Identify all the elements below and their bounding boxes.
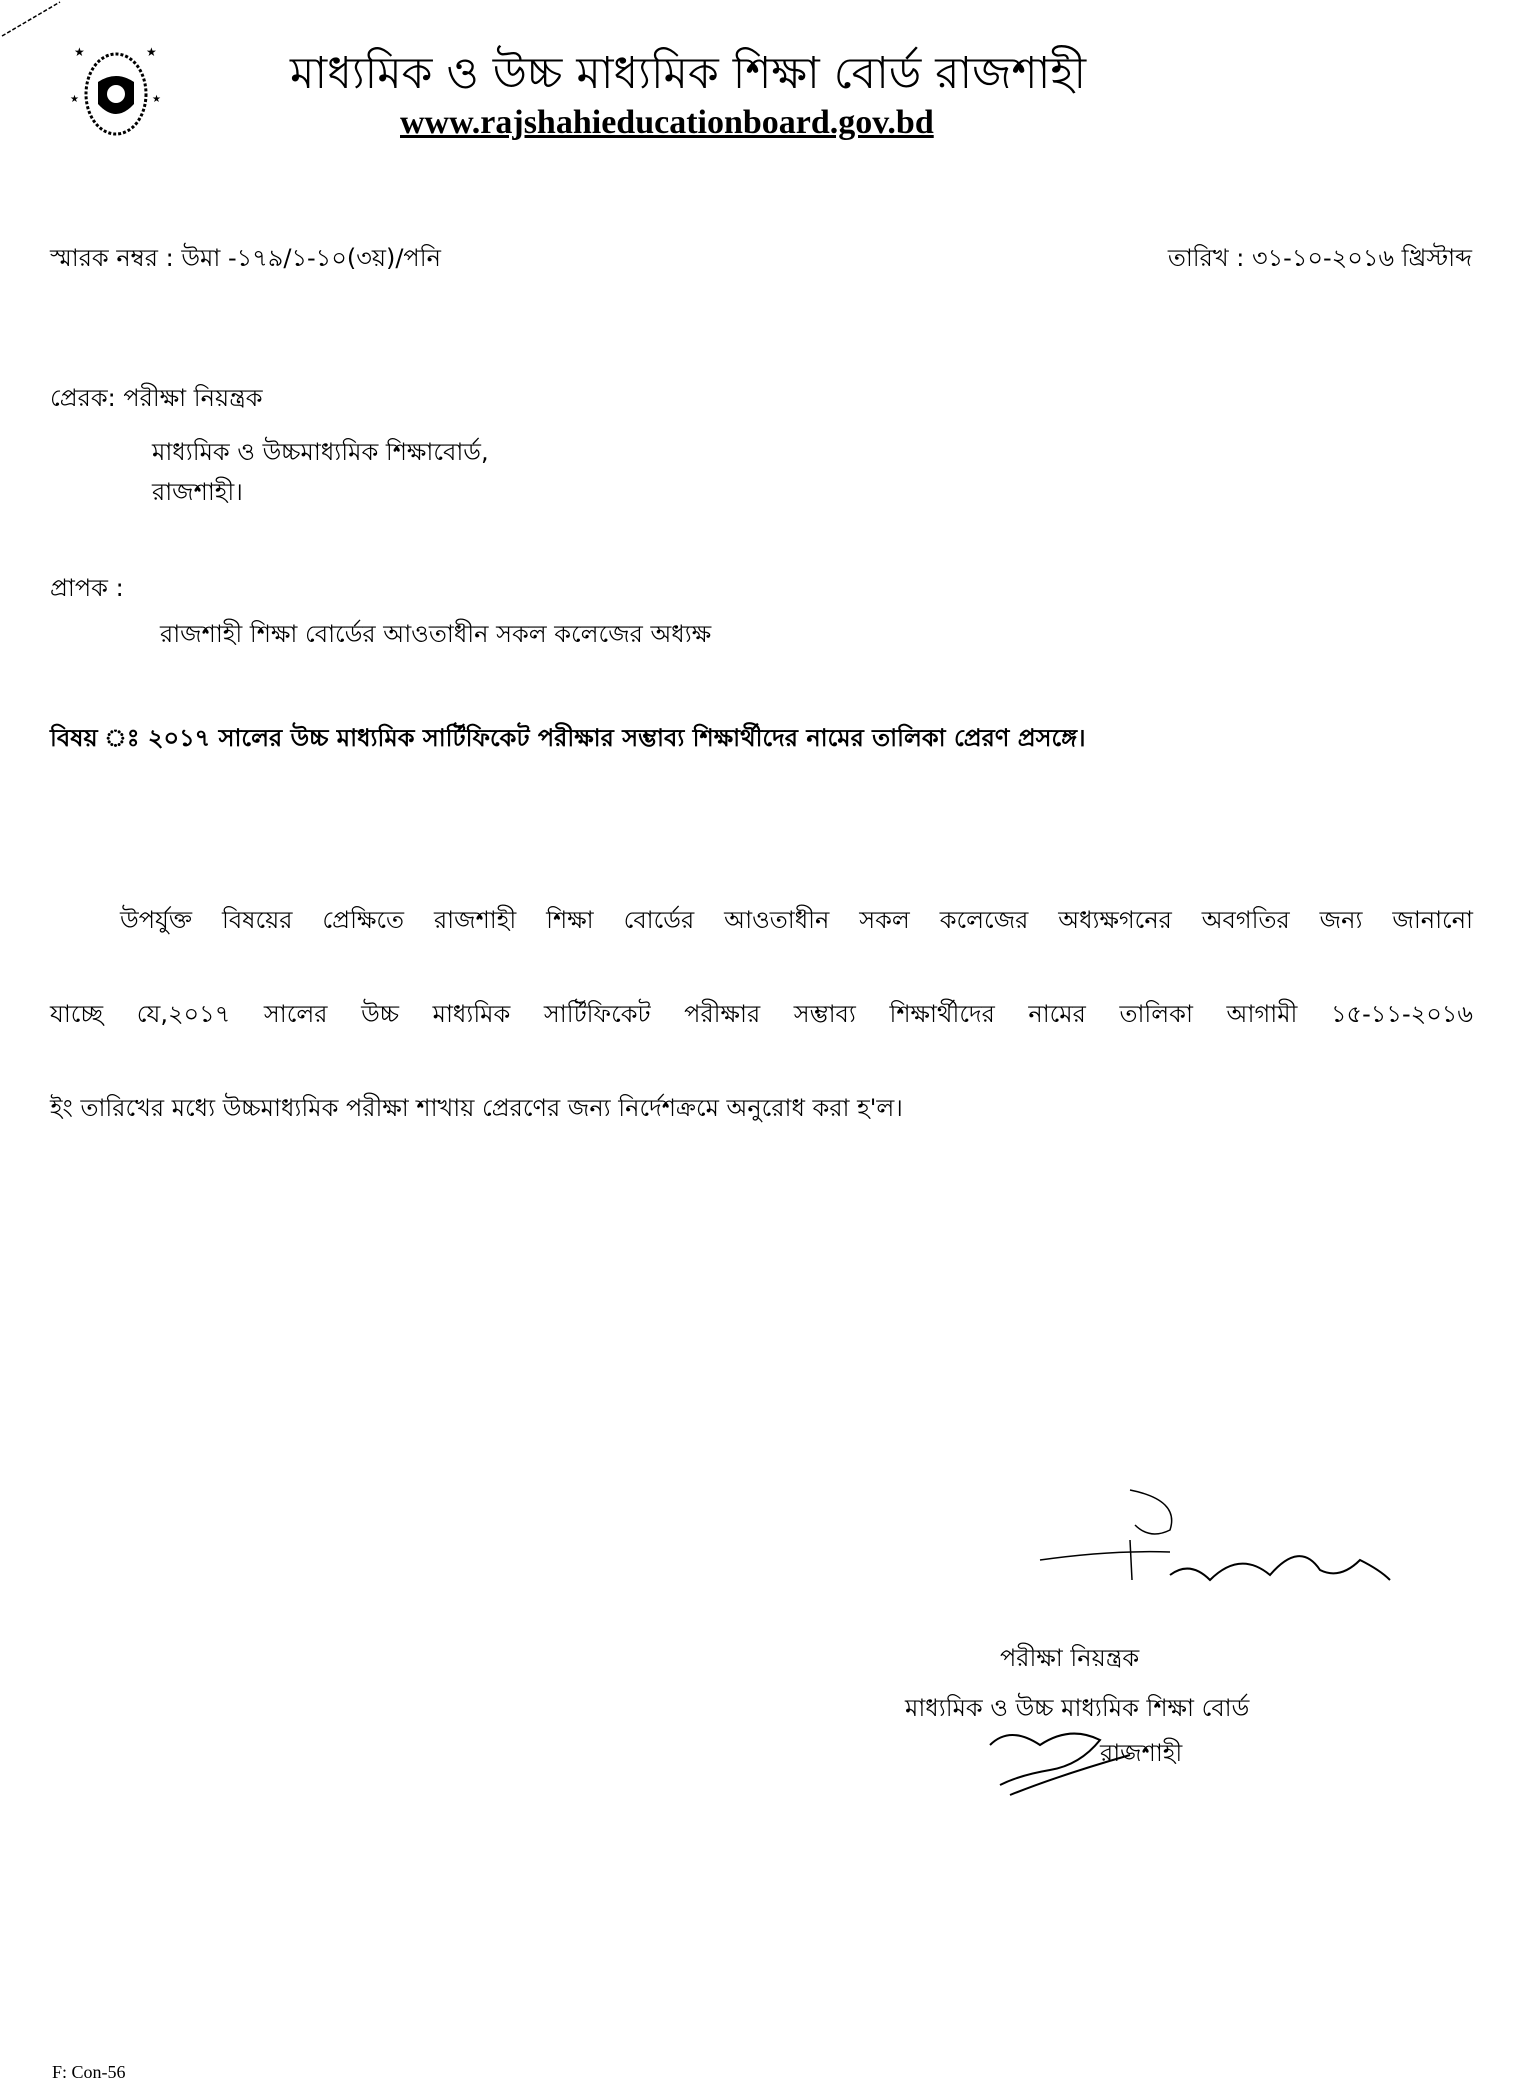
subject-line: বিষয় ঃ ২০১৭ সালের উচ্চ মাধ্যমিক সার্টিফিকেট পরীক্ষার সম্ভাব্য শিক্ষার্থীদের নামের তালিকা প্রেরণ প্রসঙ্গে। [50,724,1086,752]
memo-number: স্মারক নম্বর : উমা -১৭৯/১-১০(৩য়)/পনি [50,244,441,272]
sender-line: রাজশাহী। [152,478,243,506]
form-code: F: Con-56 [52,2062,126,2082]
signatory-title: পরীক্ষা নিয়ন্ত্রক [1000,1644,1140,1672]
signatory-board: মাধ্যমিক ও উচ্চ মাধ্যমিক শিক্ষা বোর্ড [905,1694,1250,1722]
sender-line: মাধ্যমিক ও উচ্চমাধ্যমিক শিক্ষাবোর্ড, [152,438,489,466]
svg-text:★: ★ [70,94,79,105]
svg-text:★: ★ [146,45,157,59]
memo-date: তারিখ : ৩১-১০-২০১৬ খ্রিস্টাব্দ [1167,244,1472,272]
board-seal-emblem-icon [68,42,164,142]
handwritten-signature [1020,1480,1480,1620]
body-paragraph-line: ইং তারিখের মধ্যে উচ্চমাধ্যমিক পরীক্ষা শাখায় প্রেরণের জন্য নির্দেশক্রমে অনুরোধ করা হ'ল। [50,1094,903,1122]
recipient-line: রাজশাহী শিক্ষা বোর্ডের আওতাধীন সকল কলেজের অধ্যক্ষ [160,620,712,648]
body-paragraph-line: উপর্যুক্ত বিষয়ের প্রেক্ষিতে রাজশাহী শিক্ষা বোর্ডের আওতাধীন সকল কলেজের অধ্যক্ষগনের অবগতির জন্য জানানো [120,906,1473,934]
svg-text:★: ★ [74,45,85,59]
svg-text:★: ★ [152,94,161,105]
letterhead-url: www.rajshahieducationboard.gov.bd [400,104,934,141]
letterhead-title: মাধ্যমিক ও উচ্চ মাধ্যমিক শিক্ষা বোর্ড রাজশাহী [290,48,1087,99]
body-paragraph-line: যাচ্ছে যে,২০১৭ সালের উচ্চ মাধ্যমিক সার্টিফিকেট পরীক্ষার সম্ভাব্য শিক্ষার্থীদের নামের তালিকা আগামী ১৫-১১-২০১৬ [50,1000,1473,1028]
signatory-city: রাজশাহী [1100,1739,1183,1767]
scan-mark [0,0,70,40]
initial-signature [980,1715,1160,1805]
sender-label: প্রেরক: পরীক্ষা নিয়ন্ত্রক [50,384,263,412]
recipient-label: প্রাপক : [50,574,124,602]
